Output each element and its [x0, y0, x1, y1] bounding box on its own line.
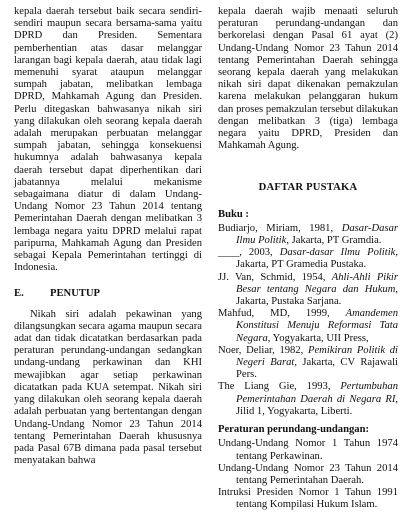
books-heading: Buku :	[218, 208, 249, 220]
section-heading	[14, 288, 202, 300]
right-column	[218, 6, 398, 512]
body-paragraph: kepala daerah wajib menaati seluruh peraturan perundang-undangan dan berkorelasi dengan Pasal 61 ayat (2) Undang-Undang Nomor 23 Tahun 2014 tentang Pemerintahan Daerah sehingga seorang kepala daerah yang melakukan nikah siri dapat dikenakan pemakzulan karena melakukan pelanggaran hukum dan proses pemakzulan tersebut dilakukan dengan melibatkan 3 (tiga) lembaga negara yaitu DPRD, Presiden dan Mahkamah Agung.	[218, 6, 398, 152]
bibliography-title: DAFTAR PUSTAKA	[258, 182, 358, 194]
ref-publisher: , Jakarta, CV Rajawali Pers.	[236, 357, 398, 381]
reference-list	[218, 223, 398, 418]
ref-title: Pemikiran Politik di Negeri Barat	[236, 344, 398, 369]
body-paragraph: Nikah siri adalah pekawinan yang dilangsungkan secara agama maupun secara adat dan tidak dicatatkan berdasarkan pada peraturan perundang-undangan sedangkan undang-undang perkawinan dan KHI mewajibkan agar setiap perkawinan dicatatkan pada KUA setempat. Nikah siri yang dilakukan oleh seorang kepala daerah adalah perbuatan yang bertentangan dengan Undang-Undang Nomor 23 Tahun 2014 tentang Pemerintahan Daerah khususnya pada Pasal 67B dimana pada pasal tersebut menyatakan bahwa	[14, 308, 202, 467]
reference-item	[218, 381, 398, 418]
legislation-list	[218, 438, 398, 511]
ref-author: Noer, Deliar, 1982,	[218, 344, 308, 356]
reference-item	[218, 247, 398, 271]
reference-item	[218, 223, 398, 247]
section-title: PENUTUP	[50, 288, 101, 300]
reference-item	[218, 308, 398, 345]
ref-author: JJ. Van, Schmid, 1954,	[218, 271, 332, 283]
reference-item	[218, 345, 398, 382]
ref-title: Pertumbuhan Pemerintahan Daerah di Negara RI	[236, 381, 398, 405]
ref-publisher: , Jakarta, PT Gramdia.	[286, 235, 382, 247]
section-number: E.	[14, 288, 24, 300]
ref-publisher: , Jakarta, PT Gramedia Pustaka.	[236, 247, 398, 271]
ref-title: Ahli-Ahli Pikir Besar tentang Negara dan Hukum	[236, 271, 398, 295]
legislation-item: Undang-Undang Nomor 23 Tahun 2014 tentang Pemerintahan Daerah.	[218, 462, 398, 486]
ref-author: The Liang Gie, 1993,	[218, 381, 341, 393]
ref-author: Budiarjo, Miriam, 1981,	[218, 222, 342, 234]
ref-author: Mahfud, MD, 1999,	[218, 308, 346, 320]
legislation-heading: Peraturan perundang-undangan:	[218, 424, 369, 436]
ref-author: ____, 2003,	[218, 247, 280, 259]
ref-publisher: , Jakarta, Pustaka Sarjana.	[236, 283, 398, 308]
body-paragraph: kepala daerah tersebut baik secara sendiri-sendiri maupun secara bersama-sama yaitu DPRD dan Presiden. Sementara pemberhentian atas dasar melanggar larangan bagi kepala daerah, atau tidak lagi memenuhi syarat ataupun melanggar sumpah jabatan, melibatkan lembaga DPRD, Mahkamah Agung dan Presiden. Perlu ditegaskan bahwasanya nikah siri yang dilakukan oleh seorang kepala daerah adalah merupakan perbuatan melanggar sumpah jabatan, sehingga konsekuensi hukumnya adalah bahwasanya kepala daerah tersebut dapat diperhentikan dari jabatannya melalui mekanisme sebagaimana diatur di dalam Undang-Undang Nomor 23 Tahun 2014 tentang Pemerintahan Daerah dengan melibatkan 3 lembaga negara yaitu DPRD melalui rapat paripurna, Mahkamah Agung dan Presiden sebagai Kepala Pemerintahan tertinggi di Indonesia.	[14, 6, 202, 274]
legislation-item: Intruksi Presiden Nomor 1 Tahun 1991 tentang Kompilasi Hukum Islam.	[218, 487, 398, 511]
ref-publisher: , Jilid 1, Yogyakarta, Liberti.	[236, 393, 398, 417]
ref-title: Dasar-dasar Ilmu Politik	[279, 247, 396, 259]
legislation-item: Undang-Undang Nomor 1 Tahun 1974 tentang Perkawinan.	[218, 438, 398, 462]
ref-title: Amandemen Konstitusi Menuju Reformasi Tata Negara	[236, 308, 398, 344]
left-column	[14, 6, 202, 467]
ref-publisher: , Yogyakarta, UII Press,	[267, 332, 369, 344]
reference-item	[218, 272, 398, 309]
ref-title: Dasar-Dasar Ilmu Politik	[236, 222, 398, 247]
